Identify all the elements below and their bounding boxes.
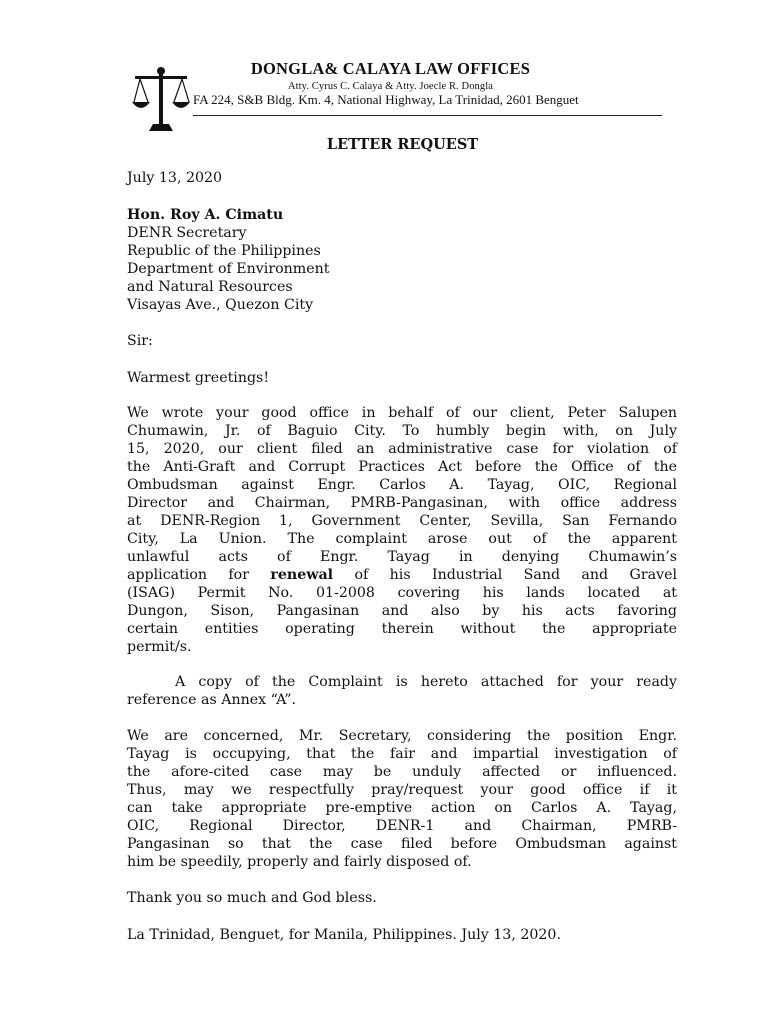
greeting: Warmest greetings! [127, 370, 270, 386]
recipient-line: Visayas Ave., Quezon City [127, 297, 314, 313]
paragraph-line: Dungon, Sison, Pangasinan and also by his acts favoring [127, 603, 677, 619]
firm-name: DONGLA& CALAYA LAW OFFICES [250, 59, 531, 78]
paragraph-line: We are concerned, Mr. Secretary, considering the position Engr. [127, 728, 677, 744]
recipient-line: Republic of the Philippines [127, 243, 321, 259]
attorneys-line: Atty. Cyrus C. Calaya & Atty. Joecle R. Dongla [287, 81, 494, 92]
paragraph-line: the Anti-Graft and Corrupt Practices Act before the Office of the [127, 459, 677, 475]
paragraph-line: A copy of the Complaint is hereto attached for your ready [175, 674, 677, 690]
paragraph-line: him be speedily, properly and fairly disposed of. [127, 854, 472, 870]
paragraph-line: (ISAG) Permit No. 01-2008 covering his lands located at [127, 585, 677, 601]
emphasized-word: renewal [270, 567, 334, 583]
closing-line: Thank you so much and God bless. [127, 890, 377, 906]
paragraph-line: Thus, may we respectfully pray/request your good office if it [127, 782, 677, 798]
paragraph-line: at DENR-Region 1, Government Center, Sevilla, San Fernando [127, 513, 677, 529]
letter-title: LETTER REQUEST [326, 136, 479, 153]
paragraph-line-with-emphasis [127, 566, 677, 584]
recipient-line: Department of Environment [127, 261, 330, 277]
recipient-name: Hon. Roy A. Cimatu [127, 207, 284, 223]
paragraph-line: the afore-cited case may be unduly affected or influenced. [127, 764, 677, 780]
line-suffix: of his Industrial Sand and Gravel [354, 567, 678, 583]
scales-of-justice-icon [131, 64, 191, 134]
paragraph-line: certain entities operating therein without the appropriate [127, 621, 677, 637]
salutation: Sir: [127, 333, 153, 349]
paragraph-line: reference as Annex “A”. [127, 692, 297, 708]
paragraph-line: can take appropriate pre-emptive action on Carlos A. Tayag, [127, 800, 677, 816]
paragraph-line: Tayag is occupying, that the fair and impartial investigation of [127, 746, 677, 762]
recipient-line: DENR Secretary [127, 225, 247, 241]
paragraph-line: unlawful acts of Engr. Tayag in denying Chumawin’s [127, 549, 677, 565]
paragraph-line: Ombudsman against Engr. Carlos A. Tayag, OIC, Regional [127, 477, 677, 493]
paragraph-line: Director and Chairman, PMRB-Pangasinan, with office address [127, 495, 677, 511]
place-and-date: La Trinidad, Benguet, for Manila, Philippines. July 13, 2020. [127, 927, 561, 943]
office-address: FA 224, S&B Bldg. Km. 4, National Highway, La Trinidad, 2601 Benguet [193, 92, 579, 107]
letter-date: July 13, 2020 [127, 170, 223, 186]
paragraph-line: City, La Union. The complaint arose out of the apparent [127, 531, 677, 547]
paragraph-line: Pangasinan so that the case filed before Ombudsman against [127, 836, 677, 852]
recipient-line: and Natural Resources [127, 279, 293, 295]
letterhead-divider [193, 115, 662, 116]
paragraph-line: We wrote your good office in behalf of our client, Peter Salupen [127, 405, 677, 421]
paragraph-line: permit/s. [127, 639, 192, 655]
line-prefix: application for [127, 567, 249, 583]
paragraph-line: 15, 2020, our client filed an administrative case for violation of [127, 441, 677, 457]
paragraph-line: OIC, Regional Director, DENR-1 and Chairman, PMRB- [127, 818, 677, 834]
paragraph-line: Chumawin, Jr. of Baguio City. To humbly begin with, on July [127, 423, 677, 439]
